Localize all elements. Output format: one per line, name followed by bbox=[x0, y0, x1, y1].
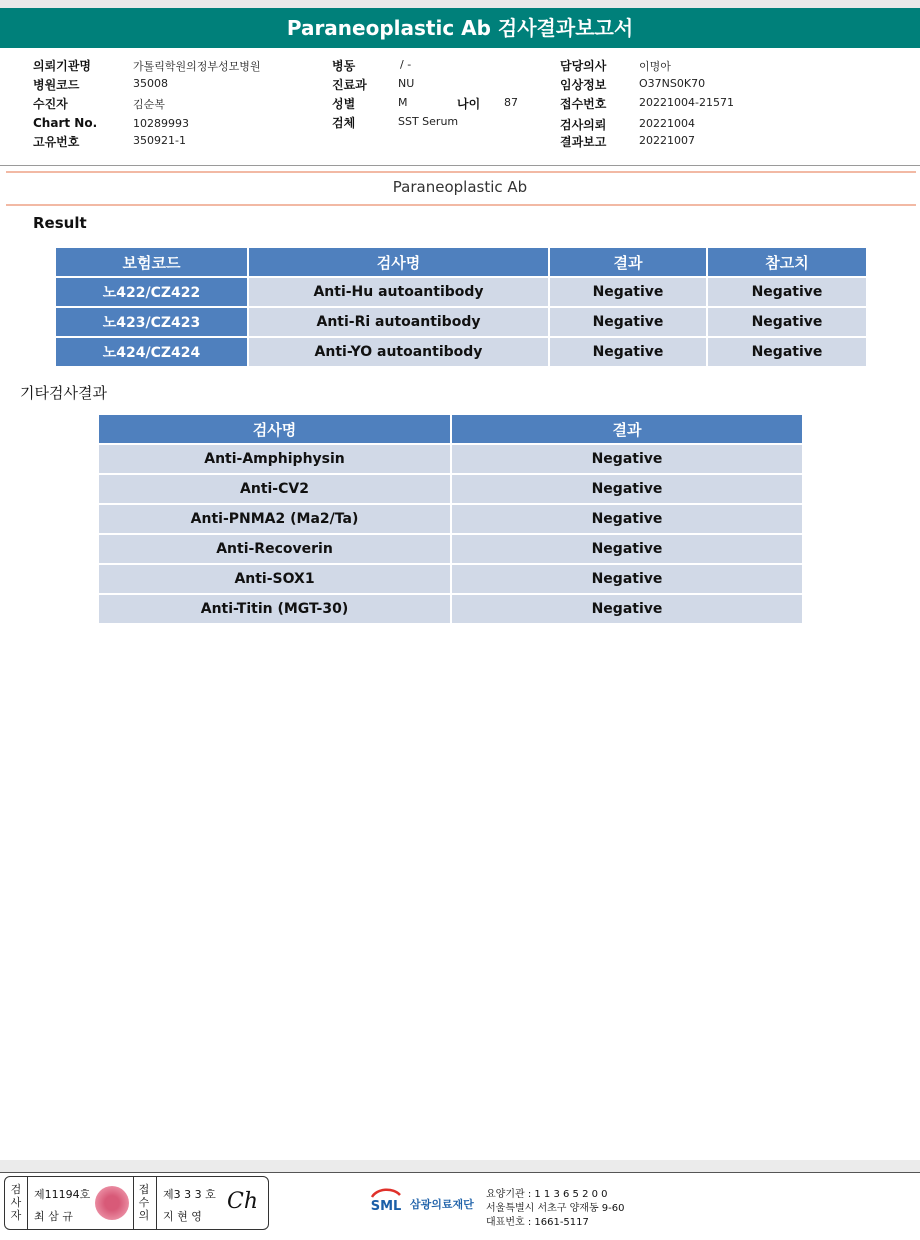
age-label: 나이 bbox=[457, 97, 481, 111]
footer-strip bbox=[0, 1160, 920, 1172]
org-phone: 대표번호 : 1661-5117 bbox=[486, 1217, 589, 1228]
handwritten-signature: Ch bbox=[227, 1189, 259, 1214]
examinee-label: 수진자 bbox=[33, 97, 68, 111]
test-name-cell: Anti-CV2 bbox=[98, 474, 451, 504]
test-name-cell: Anti-SOX1 bbox=[98, 564, 451, 594]
sex-label: 성별 bbox=[332, 97, 356, 111]
sml-logo-icon bbox=[366, 1183, 406, 1223]
result-header-row bbox=[55, 247, 867, 277]
table-row bbox=[98, 444, 803, 474]
test-name-cell: Anti-Titin (MGT-30) bbox=[98, 594, 451, 624]
column-header-result: 결과 bbox=[549, 247, 707, 277]
table-row bbox=[98, 534, 803, 564]
result-cell: Negative bbox=[451, 504, 803, 534]
department-value: NU bbox=[398, 77, 415, 90]
result-cell: Negative bbox=[451, 594, 803, 624]
test-name-cell: Anti-Recoverin bbox=[98, 534, 451, 564]
signature-divider bbox=[27, 1177, 28, 1229]
logo-text: SML bbox=[370, 1199, 402, 1214]
reference-cell: Negative bbox=[707, 277, 867, 307]
result-cell: Negative bbox=[549, 337, 707, 367]
report-title: Paraneoplastic Ab 검사결과보고서 bbox=[0, 8, 920, 48]
org-code: 요양기관 : 1 1 3 6 5 2 0 0 bbox=[486, 1189, 608, 1200]
examiner-name: 최 삼 규 bbox=[34, 1210, 73, 1223]
unique-no-label: 고유번호 bbox=[33, 135, 80, 149]
table-row bbox=[55, 277, 867, 307]
hospital-code-value: 35008 bbox=[133, 77, 168, 90]
signature-divider bbox=[156, 1177, 157, 1229]
test-name-cell: Anti-Amphiphysin bbox=[98, 444, 451, 474]
org-address: 서울특별시 서초구 양재동 9-60 bbox=[486, 1203, 625, 1214]
column-header-reference: 참고치 bbox=[707, 247, 867, 277]
test-name-cell: Anti-Ri autoantibody bbox=[248, 307, 549, 337]
receipt-no-label: 접수번호 bbox=[560, 97, 607, 111]
table-row bbox=[55, 337, 867, 367]
examiner-license: 제11194호 bbox=[34, 1188, 91, 1201]
insurance-code-cell: 노422/CZ422 bbox=[55, 277, 248, 307]
insurance-code-cell: 노423/CZ423 bbox=[55, 307, 248, 337]
institution-value: 가톨릭학원의정부성모병원 bbox=[133, 60, 261, 73]
section-title: Paraneoplastic Ab bbox=[392, 178, 528, 196]
chart-no-label: Chart No. bbox=[33, 116, 98, 130]
test-name-cell: Anti-PNMA2 (Ma2/Ta) bbox=[98, 504, 451, 534]
other-tests-heading: 기타검사결과 bbox=[20, 384, 107, 402]
other-tests-table bbox=[97, 413, 804, 625]
report-date-value: 20221007 bbox=[639, 134, 695, 147]
result-cell: Negative bbox=[549, 307, 707, 337]
reviewer-license: 제3 3 3 호 bbox=[163, 1188, 216, 1201]
reference-cell: Negative bbox=[707, 307, 867, 337]
doctor-value: 이명아 bbox=[639, 60, 671, 73]
reviewer-name: 지 현 영 bbox=[163, 1210, 202, 1223]
column-header-test-name: 검사명 bbox=[248, 247, 549, 277]
specimen-label: 검체 bbox=[332, 116, 356, 130]
test-name-cell: Anti-Hu autoantibody bbox=[248, 277, 549, 307]
signature-box bbox=[4, 1176, 269, 1230]
table-row bbox=[98, 504, 803, 534]
patient-info-panel bbox=[0, 48, 920, 166]
report-date-label: 결과보고 bbox=[560, 135, 607, 149]
sex-value: M bbox=[398, 96, 408, 109]
section-rule-bottom bbox=[6, 204, 916, 206]
department-label: 진료과 bbox=[332, 78, 367, 92]
result-cell: Negative bbox=[451, 474, 803, 504]
clinical-info-value: O37NS0K70 bbox=[639, 77, 706, 90]
column-header-test-name: 검사명 bbox=[98, 414, 451, 444]
table-row bbox=[98, 474, 803, 504]
table-row bbox=[98, 564, 803, 594]
reviewer-label: 접 수 의 bbox=[138, 1183, 150, 1222]
test-name-cell: Anti-YO autoantibody bbox=[248, 337, 549, 367]
ward-label: 병동 bbox=[332, 59, 356, 73]
ward-value: / - bbox=[400, 58, 412, 71]
result-heading: Result bbox=[33, 214, 87, 232]
clinical-info-label: 임상정보 bbox=[560, 78, 607, 92]
section-rule-top bbox=[6, 171, 916, 173]
request-date-value: 20221004 bbox=[639, 117, 695, 130]
receipt-no-value: 20221004-21571 bbox=[639, 96, 734, 109]
reference-cell: Negative bbox=[707, 337, 867, 367]
top-strip bbox=[0, 0, 920, 8]
examinee-value: 김순복 bbox=[133, 98, 165, 111]
signature-divider bbox=[133, 1177, 134, 1229]
examiner-label: 검 사 자 bbox=[10, 1183, 22, 1222]
table-row bbox=[55, 307, 867, 337]
chart-no-value: 10289993 bbox=[133, 117, 189, 130]
request-date-label: 검사의뢰 bbox=[560, 118, 607, 132]
result-cell: Negative bbox=[549, 277, 707, 307]
column-header-result: 결과 bbox=[451, 414, 803, 444]
age-value: 87 bbox=[504, 96, 518, 109]
hospital-code-label: 병원코드 bbox=[33, 78, 80, 92]
unique-no-value: 350921-1 bbox=[133, 134, 186, 147]
org-name: 삼광의료재단 bbox=[410, 1198, 474, 1211]
footer-divider bbox=[0, 1172, 920, 1173]
column-header-insurance-code: 보험코드 bbox=[55, 247, 248, 277]
specimen-value: SST Serum bbox=[398, 115, 459, 128]
result-cell: Negative bbox=[451, 534, 803, 564]
result-cell: Negative bbox=[451, 564, 803, 594]
other-header-row bbox=[98, 414, 803, 444]
result-table bbox=[54, 246, 868, 368]
insurance-code-cell: 노424/CZ424 bbox=[55, 337, 248, 367]
result-cell: Negative bbox=[451, 444, 803, 474]
doctor-label: 담당의사 bbox=[560, 59, 607, 73]
table-row bbox=[98, 594, 803, 624]
seal-stamp-icon bbox=[95, 1186, 129, 1220]
institution-label: 의뢰기관명 bbox=[33, 59, 91, 73]
